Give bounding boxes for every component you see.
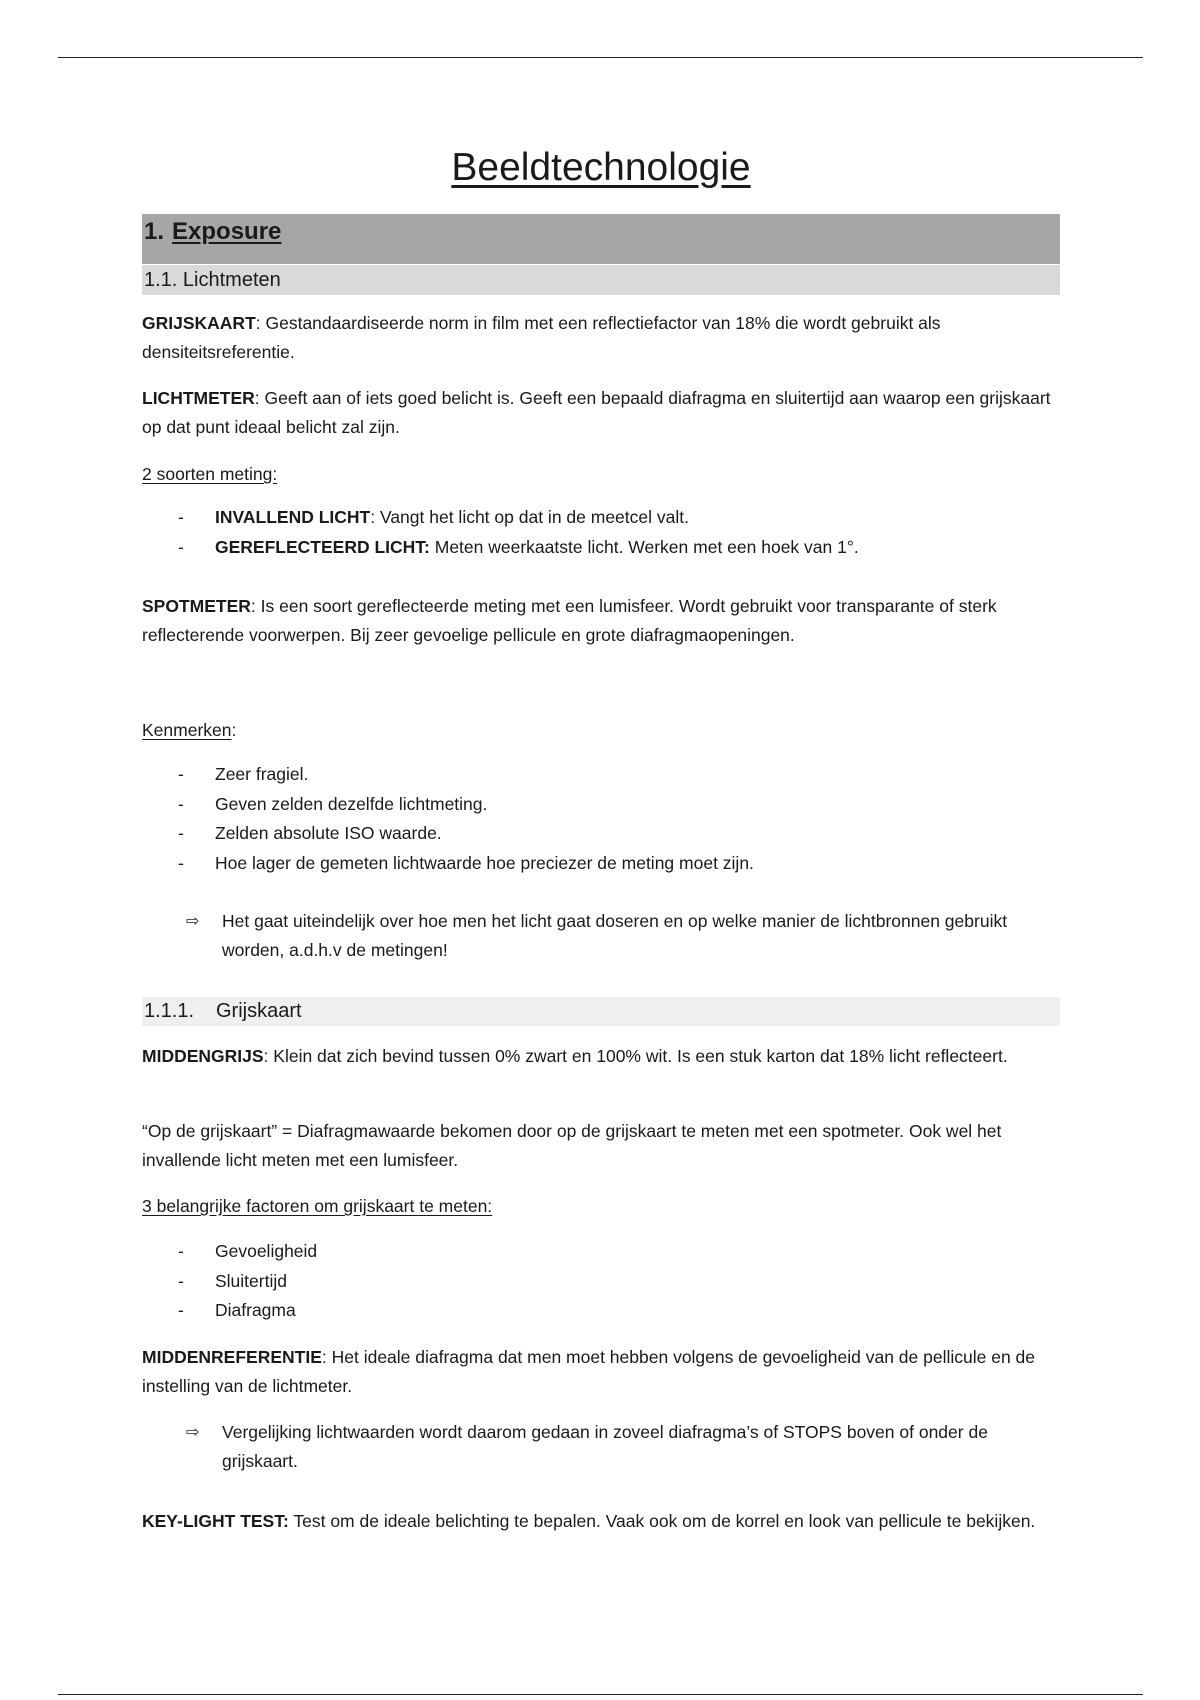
- term-keylight: KEY-LIGHT TEST:: [142, 1511, 289, 1531]
- list-item: [142, 790, 1060, 820]
- kenmerken-colon: :: [231, 720, 237, 740]
- dash-marker: -: [178, 764, 184, 784]
- list-item: [142, 1296, 1060, 1326]
- item-text: Sluitertijd: [215, 1270, 287, 1291]
- paragraph-op-grijskaart: “Op de grijskaart” = Diafragmawaarde bekomen door op de grijskaart te meten met een spotmeter. Ook wel het invallende licht meten met een lumisfeer.: [142, 1121, 1002, 1170]
- term-middengrijs: MIDDENGRIJS: [142, 1046, 264, 1066]
- section-heading-exposure: [142, 214, 1060, 264]
- definition-lichtmeter: : Geeft aan of iets goed belicht is. Geeft een bepaald diafragma en sluitertijd aan waarop een grijskaart op dat punt ideaal belicht zal zijn.: [142, 388, 1051, 437]
- term-invallend-licht: INVALLEND LICHT: [215, 507, 371, 527]
- dash-marker: -: [178, 1241, 184, 1261]
- conclusion-text: Het gaat uiteindelijk over hoe men het licht gaat doseren en op welke manier de lichtbronnen gebruikt worden, a.d.h.v de metingen!: [222, 911, 1008, 960]
- definition-keylight: Test om de ideale belichting te bepalen. Vaak ook om de korrel en look van pellicule te bekijken.: [288, 1511, 1036, 1531]
- dash-marker: -: [178, 852, 184, 873]
- subsubsection-heading-grijskaart: [142, 997, 1060, 1026]
- dash-marker: -: [178, 1270, 184, 1291]
- factoren-heading: 3 belangrijke factoren om grijskaart te meten:: [142, 1196, 493, 1216]
- meting-heading: 2 soorten meting:: [142, 464, 278, 484]
- item-text: Hoe lager de gemeten lichtwaarde hoe preciezer de meting moet zijn.: [215, 852, 754, 873]
- item-text: : Vangt het licht op dat in de meetcel valt.: [370, 507, 689, 527]
- paragraph-keylight: [142, 1507, 1060, 1536]
- list-item: [142, 1267, 1060, 1297]
- kenmerken-label: Kenmerken: [142, 720, 232, 740]
- dash-marker: -: [178, 823, 184, 843]
- arrow-right-icon: ⇨: [186, 913, 200, 930]
- list-item: [142, 533, 1060, 563]
- meting-list: [142, 503, 1060, 562]
- term-middenreferentie: MIDDENREFERENTIE: [142, 1347, 322, 1367]
- dash-marker: -: [178, 507, 184, 527]
- document-title: Beeldtechnologie: [451, 146, 751, 189]
- dash-marker: -: [178, 793, 184, 814]
- header-rule: [58, 57, 1143, 58]
- item-text: Diafragma: [215, 1300, 296, 1320]
- list-item: [142, 760, 1060, 790]
- section-number: 1.: [144, 218, 165, 245]
- definition-middengrijs: : Klein dat zich bevind tussen 0% zwart en 100% wit. Is een stuk karton dat 18% licht reflecteert.: [263, 1046, 1008, 1066]
- term-spotmeter: SPOTMETER: [142, 596, 251, 616]
- conclusion-grijskaart: [186, 1418, 1046, 1476]
- conclusion-text: Vergelijking lichtwaarden wordt daarom gedaan in zoveel diafragma’s of STOPS boven of onder de grijskaart.: [222, 1422, 988, 1471]
- list-item: [142, 819, 1060, 849]
- item-text: Zelden absolute ISO waarde.: [215, 823, 442, 843]
- term-lichtmeter: LICHTMETER: [142, 388, 255, 408]
- paragraph-middengrijs: [142, 1042, 1060, 1071]
- term-gereflecteerd-licht: GEREFLECTEERD LICHT:: [215, 536, 430, 557]
- dash-marker: -: [178, 1300, 184, 1320]
- subsubsection-title: Grijskaart: [216, 1000, 302, 1022]
- list-item: [142, 1237, 1060, 1267]
- item-text: Meten weerkaatste licht. Werken met een hoek van 1°.: [429, 536, 859, 557]
- definition-grijskaart: : Gestandaardiseerde norm in film met een reflectiefactor van 18% die wordt gebruikt als densiteitsreferentie.: [142, 313, 941, 362]
- subsection-heading-lichtmeten: 1.1. Lichtmeten: [142, 265, 1060, 295]
- paragraph-middenreferentie: [142, 1343, 1060, 1401]
- item-text: Geven zelden dezelfde lichtmeting.: [215, 793, 488, 814]
- item-text: Gevoeligheid: [215, 1241, 318, 1261]
- subsubsection-number: 1.1.1.: [144, 1000, 195, 1022]
- paragraph-grijskaart: [142, 309, 1060, 367]
- list-item: [142, 849, 1060, 879]
- section-title: Exposure: [172, 218, 282, 245]
- kenmerken-list: [142, 760, 1060, 878]
- definition-middenreferentie: : Het ideale diafragma dat men moet hebben volgens de gevoeligheid van de pellicule en de instelling van de lichtmeter.: [142, 1347, 1035, 1396]
- definition-spotmeter: : Is een soort gereflecteerde meting met een lumisfeer. Wordt gebruikt voor transparante of sterk reflecterende voorwerpen. Bij zeer gevoelige pellicule en grote diafragmaopeningen.: [142, 596, 997, 645]
- paragraph-spotmeter: [142, 592, 1060, 650]
- kenmerken-heading: [142, 716, 1060, 745]
- term-grijskaart: GRIJSKAART: [142, 313, 256, 333]
- conclusion-lichtmeten: [186, 907, 1046, 965]
- factoren-list: [142, 1237, 1060, 1326]
- footer-rule: [58, 1694, 1143, 1695]
- item-text: Zeer fragiel.: [215, 764, 309, 784]
- dash-marker: -: [178, 536, 184, 557]
- list-item: [142, 503, 1060, 533]
- arrow-right-icon: ⇨: [186, 1424, 200, 1441]
- paragraph-lichtmeter: [142, 384, 1060, 442]
